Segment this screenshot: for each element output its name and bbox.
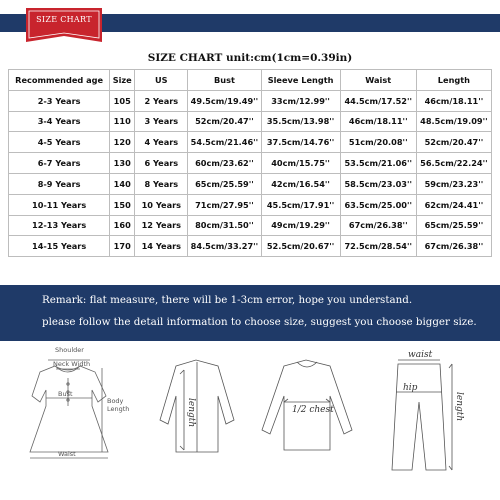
pants-length-label: length (454, 392, 464, 422)
table-cell: 140 (110, 174, 134, 194)
size-table (8, 69, 492, 257)
table-cell: 71cm/27.95'' (188, 195, 260, 215)
remark-line-1: Remark: flat measure, there will be 1-3cm error, hope you understand. (42, 294, 413, 306)
table-cell: 84.5cm/33.27'' (188, 236, 260, 256)
table-cell: 120 (110, 132, 134, 152)
size-chart-ribbon (26, 8, 102, 48)
table-cell: 110 (110, 112, 134, 132)
table-cell: 46cm/18.11'' (417, 91, 491, 111)
table-row (9, 132, 491, 152)
dress-waist-label: Waist (58, 450, 76, 458)
chart-title: SIZE CHART unit:cm(1cm=0.39in) (147, 52, 353, 64)
dress-neck-width-label: Neck Width (53, 360, 91, 368)
table-cell: 67cm/26.38'' (417, 236, 491, 256)
table-cell: 60cm/23.62'' (188, 153, 260, 173)
table-cell: 35.5cm/13.98'' (262, 112, 340, 132)
sweater-chest-label: 1/2 chest (292, 405, 334, 415)
shirt-length-label: length (186, 398, 196, 428)
table-cell: 4-5 Years (9, 132, 109, 152)
dress-shoulder-label: Shoulder (55, 346, 84, 354)
table-header-row (9, 70, 491, 90)
table-cell: 53.5cm/21.06'' (341, 153, 416, 173)
table-row (9, 153, 491, 173)
column-header-sleeve: Sleeve Length (262, 70, 340, 90)
table-row (9, 216, 491, 236)
table-cell: 4 Years (135, 132, 187, 152)
table-cell: 62cm/24.41'' (417, 195, 491, 215)
table-cell: 40cm/15.75'' (262, 153, 340, 173)
table-cell: 58.5cm/23.03'' (341, 174, 416, 194)
table-cell: 72.5cm/28.54'' (341, 236, 416, 256)
table-cell: 6-7 Years (9, 153, 109, 173)
table-cell: 45.5cm/17.91'' (262, 195, 340, 215)
table-cell: 51cm/20.08'' (341, 132, 416, 152)
table-cell: 150 (110, 195, 134, 215)
table-cell: 170 (110, 236, 134, 256)
table-cell: 14-15 Years (9, 236, 109, 256)
table-cell: 14 Years (135, 236, 187, 256)
table-row (9, 195, 491, 215)
table-cell: 42cm/16.54'' (262, 174, 340, 194)
column-header-us: US (135, 70, 187, 90)
table-row (9, 91, 491, 111)
table-cell: 130 (110, 153, 134, 173)
table-cell: 160 (110, 216, 134, 236)
pants-diagram (392, 360, 452, 470)
column-header-waist: Waist (341, 70, 416, 90)
table-cell: 105 (110, 91, 134, 111)
table-row (9, 112, 491, 132)
table-cell: 3-4 Years (9, 112, 109, 132)
table-cell: 2-3 Years (9, 91, 109, 111)
table-cell: 33cm/12.99'' (262, 91, 340, 111)
column-header-bust: Bust (188, 70, 260, 90)
dress-body-length-label: Body (107, 397, 124, 405)
table-cell: 46cm/18.11'' (341, 112, 416, 132)
remark-line-2: please follow the detail information to choose size, suggest you choose bigger size. (42, 316, 477, 328)
table-row (9, 236, 491, 256)
table-cell: 8 Years (135, 174, 187, 194)
size-chart-badge: SIZE CHART (36, 15, 92, 24)
table-cell: 2 Years (135, 91, 187, 111)
table-cell: 67cm/26.38'' (341, 216, 416, 236)
pants-waist-label: waist (408, 350, 433, 360)
table-cell: 56.5cm/22.24'' (417, 153, 491, 173)
measurement-diagrams (0, 340, 500, 500)
table-cell: 52cm/20.47'' (417, 132, 491, 152)
table-cell: 59cm/23.23'' (417, 174, 491, 194)
table-cell: 49.5cm/19.49'' (188, 91, 260, 111)
table-cell: 65cm/25.59'' (417, 216, 491, 236)
table-cell: 37.5cm/14.76'' (262, 132, 340, 152)
table-cell: 8-9 Years (9, 174, 109, 194)
shirt-diagram (160, 360, 234, 452)
table-cell: 65cm/25.59'' (188, 174, 260, 194)
dress-body-length-label-2: Length (107, 405, 130, 413)
column-header-age: Recommended age (9, 70, 109, 90)
table-cell: 52cm/20.47'' (188, 112, 260, 132)
table-cell: 6 Years (135, 153, 187, 173)
table-cell: 48.5cm/19.09'' (417, 112, 491, 132)
column-header-length: Length (417, 70, 491, 90)
dress-diagram (30, 360, 108, 458)
column-header-size: Size (110, 70, 134, 90)
pants-hip-label: hip (403, 383, 418, 393)
table-cell: 10 Years (135, 195, 187, 215)
table-cell: 12-13 Years (9, 216, 109, 236)
table-cell: 63.5cm/25.00'' (341, 195, 416, 215)
table-cell: 44.5cm/17.52'' (341, 91, 416, 111)
table-cell: 49cm/19.29'' (262, 216, 340, 236)
table-cell: 54.5cm/21.46'' (188, 132, 260, 152)
table-cell: 52.5cm/20.67'' (262, 236, 340, 256)
table-cell: 10-11 Years (9, 195, 109, 215)
dress-bust-label: Bust (58, 390, 73, 398)
table-row (9, 174, 491, 194)
table-cell: 80cm/31.50'' (188, 216, 260, 236)
table-cell: 12 Years (135, 216, 187, 236)
table-cell: 3 Years (135, 112, 187, 132)
